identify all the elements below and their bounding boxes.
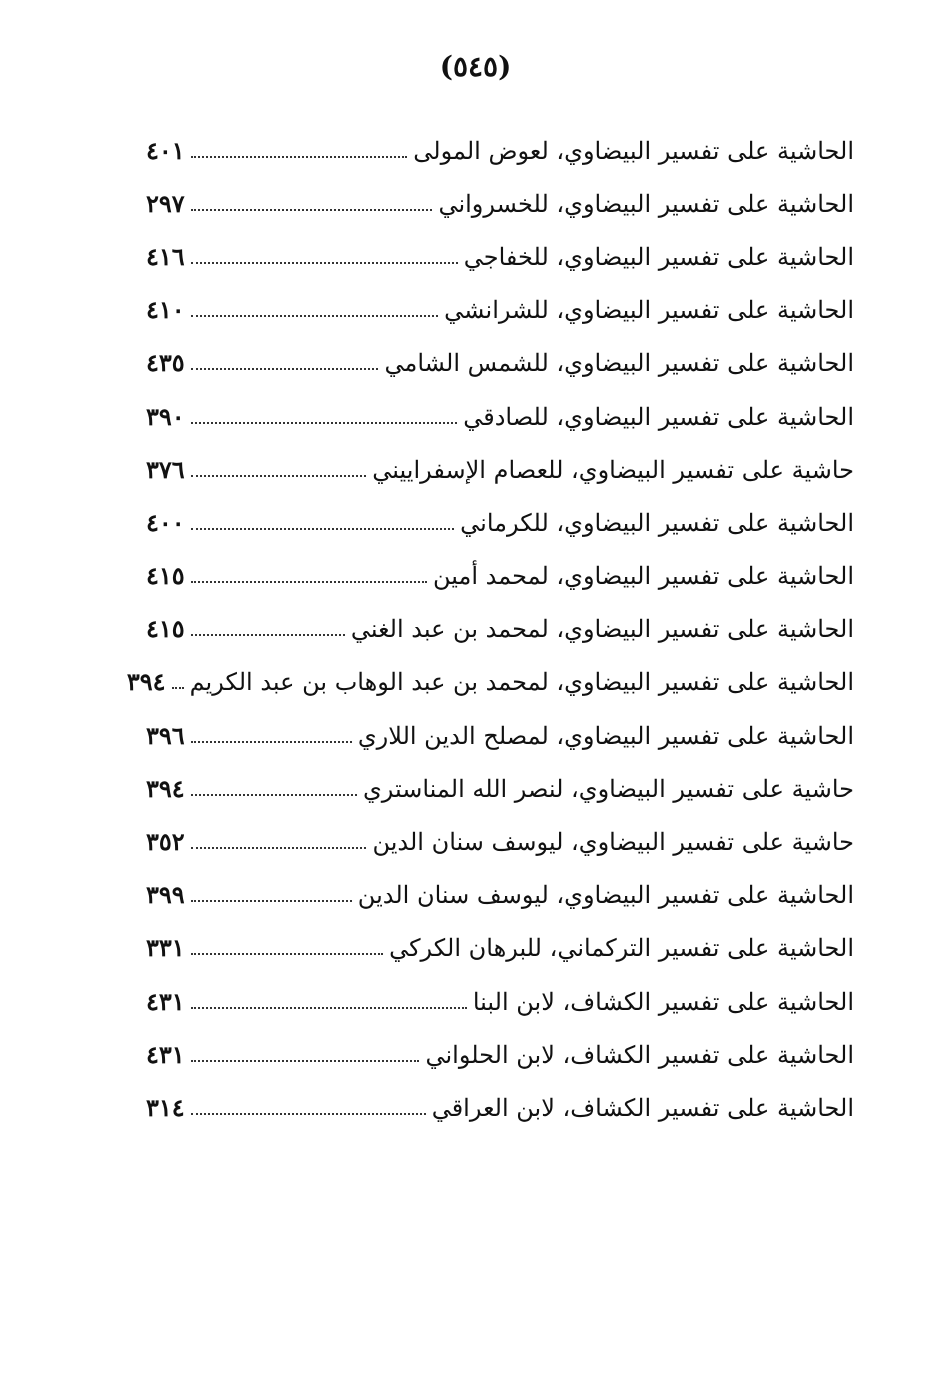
dot-leader [191, 1060, 420, 1062]
entry-title: الحاشية على تفسير البيضاوي، لمحمد بن عبد الوهاب بن عبد الكريم [189, 668, 854, 697]
index-entry [146, 550, 854, 603]
index-entry [146, 762, 854, 815]
dot-leader [191, 741, 352, 743]
entry-page-number: ٣٣١ [146, 933, 185, 963]
entry-page-number: ٤١٥ [146, 561, 185, 591]
entry-title: الحاشية على تفسير البيضاوي، لعوض المولى [413, 136, 854, 165]
dot-leader [191, 422, 458, 424]
entry-title: الحاشية على تفسير الكشاف، لابن البنا [472, 987, 854, 1016]
index-entry [146, 390, 854, 443]
entry-title: الحاشية على تفسير التركماني، للبرهان الكركي [389, 934, 854, 963]
index-entry [146, 284, 854, 337]
dot-leader [191, 475, 367, 477]
entry-title: الحاشية على تفسير الكشاف، لابن الحلواني [425, 1040, 854, 1069]
entry-title: الحاشية على تفسير الكشاف، لابن العراقي [431, 1093, 854, 1122]
entry-page-number: ٤٣٥ [146, 348, 185, 378]
entry-title: الحاشية على تفسير البيضاوي، للخفاجي [463, 242, 854, 271]
entry-title: حاشية على تفسير البيضاوي، ليوسف سنان الدين [372, 828, 854, 857]
entry-page-number: ٣٩٤ [126, 667, 166, 697]
entry-page-number: ٤٠٠ [146, 507, 185, 537]
dot-leader [191, 634, 345, 636]
entry-page-number: ٤١٥ [146, 614, 185, 644]
entry-page-number: ٢٩٧ [146, 188, 185, 218]
dot-leader [191, 953, 383, 955]
entry-title: حاشية على تفسير البيضاوي، لنصر الله المناستري [362, 774, 854, 803]
entry-page-number: ٣٩٤ [146, 773, 185, 803]
entry-title: الحاشية على تفسير البيضاوي، للخسرواني [438, 189, 854, 218]
page-number: (٥٤٥) [439, 50, 512, 83]
dot-leader [191, 528, 455, 530]
entry-page-number: ٤١٦ [146, 241, 185, 271]
entry-page-number: ٣٩٠ [146, 401, 185, 431]
index-entry [146, 1028, 854, 1081]
index-entry [146, 603, 854, 656]
index-entry [146, 124, 854, 177]
index-entry [146, 177, 854, 230]
index-entry [146, 337, 854, 390]
index-entry [126, 656, 854, 709]
entry-page-number: ٤٣١ [146, 1039, 185, 1069]
dot-leader [191, 262, 458, 264]
entry-page-number: ٤٠١ [146, 135, 185, 165]
index-entry [146, 709, 854, 762]
entry-title: الحاشية على تفسير البيضاوي، للشرانشي [444, 296, 854, 325]
index-entry [146, 815, 854, 868]
dot-leader [191, 1007, 467, 1009]
entry-title: حاشية على تفسير البيضاوي، للعصام الإسفراييني [372, 455, 854, 484]
entry-page-number: ٣٧٦ [146, 454, 185, 484]
entry-title: الحاشية على تفسير البيضاوي، للصادقي [463, 402, 854, 431]
dot-leader [172, 687, 184, 689]
dot-leader [191, 794, 357, 796]
entry-title: الحاشية على تفسير البيضاوي، للكرماني [460, 508, 854, 537]
entry-page-number: ٣١٤ [146, 1092, 185, 1122]
dot-leader [191, 581, 427, 583]
dot-leader [191, 156, 408, 158]
dot-leader [191, 368, 379, 370]
entry-page-number: ٤٣١ [146, 986, 185, 1016]
dot-leader [191, 1113, 426, 1115]
entry-page-number: ٣٥٢ [146, 827, 185, 857]
index-entry [146, 1081, 854, 1134]
entry-page-number: ٤١٠ [146, 295, 185, 325]
entry-title: الحاشية على تفسير البيضاوي، لمحمد بن عبد الغني [350, 615, 854, 644]
dot-leader [191, 900, 352, 902]
entry-page-number: ٣٩٦ [146, 720, 185, 750]
entry-title: الحاشية على تفسير البيضاوي، لمصلح الدين اللاري [357, 721, 854, 750]
entry-title: الحاشية على تفسير البيضاوي، ليوسف سنان الدين [357, 881, 854, 910]
index-entries [126, 124, 854, 1135]
dot-leader [191, 847, 367, 849]
dot-leader [191, 315, 438, 317]
index-entry [146, 230, 854, 283]
index-entry [146, 975, 854, 1028]
index-entry [146, 869, 854, 922]
index-entry [146, 443, 854, 496]
index-entry [146, 922, 854, 975]
index-entry [146, 496, 854, 549]
entry-page-number: ٣٩٩ [146, 880, 185, 910]
entry-title: الحاشية على تفسير البيضاوي، لمحمد أمين [432, 562, 854, 591]
dot-leader [191, 209, 433, 211]
entry-title: الحاشية على تفسير البيضاوي، للشمس الشامي [384, 349, 854, 378]
